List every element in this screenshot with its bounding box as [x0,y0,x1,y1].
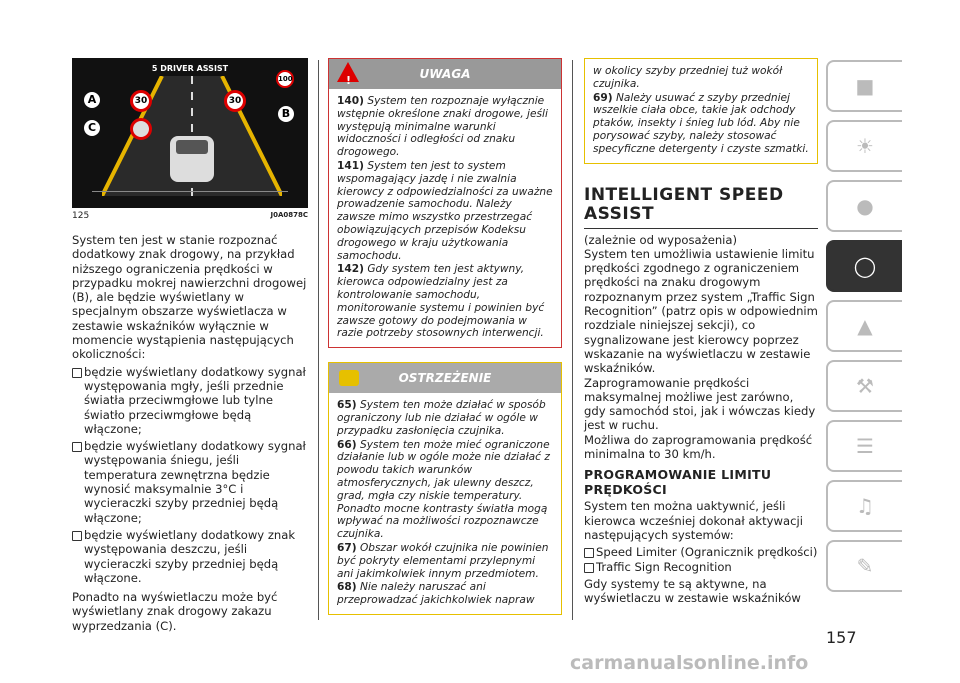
figure-caption [72,211,308,221]
bullet-item: Traffic Sign Recognition [584,560,818,574]
figure-header: 5 DRIVER ASSIST [151,64,229,73]
warning-item: 142) Gdy system ten jest aktywny, kierowca odpowiedzialny jest za kontrolowanie samochodu, monitorowanie systemu i powinien być zawsze gotowy do podejmowania w razie potrzeby stosownych interwencji. [337,263,545,340]
figure-number: 125 [72,211,90,221]
speed-sign-a: 30 [130,90,152,112]
bullet-item: będzie wyświetlany dodatkowy sygnał występowania mgły, jeśli przednie światła przeciwmgłowe lub tylne światło przeciwmgłowe będą włączone; [72,365,308,436]
caution-item: 66) System ten może mieć ograniczone działanie lub w ogóle może nie działać z powodu takich warunków atmosferycznych, jak ulewny deszcz, grad, mgła czy niskie temperatury. Ponadto mocne kontrasty światła mogą wpływać na możliwości rozpoznawcze czujnika. [337,438,550,541]
caution-item: 69) Należy usuwać z szyby przedniej wszelkie ciała obce, takie jak odchody ptaków, insekty i śnieg lub lód. Aby nie porysować szyby, należy stosować specyficzne detergenty i czyste szmatki. [593,91,809,155]
label-a: A [84,92,100,108]
chapter-tab-car[interactable] [826,60,902,112]
column-divider [318,60,319,620]
car-icon: ■ [855,74,875,98]
bullet-item: Speed Limiter (Ogranicznik prędkości) [584,545,818,559]
road-illustration [102,76,282,196]
label-c: C [84,120,100,136]
wrench-icon: ⚒ [856,374,874,398]
figure-code: J0A0878C [270,211,308,219]
steering-wheel-icon: ◯ [853,254,877,278]
chapter-tab-multimedia[interactable] [826,480,902,532]
column-3 [584,58,818,608]
col3-text [584,233,818,606]
index-icon: ✎ [856,554,874,578]
paragraph: Możliwa do zaprogramowania prędkość minimalna to 30 km/h. [584,432,813,462]
caution-item: 65) System ten może działać w sposób ograniczony lub nie działać w ogóle w przypadku zasłonięcia czujnika. [337,399,546,437]
speed-sign-b: 30 [224,90,246,112]
warning-item: 140) System ten rozpoznaje wyłącznie wstępnie określone znaki drogowe, jeśli występują minimalne warunki widoczności i odległości od znaku drogowego. [337,95,548,159]
paragraph: System ten można uaktywnić, jeśli kierowca wcześniej dokonał aktywacji następujących systemów: [584,499,803,542]
paragraph: Zaprogramowanie prędkości maksymalnej możliwe jest zarówno, gdy samochód stoi, jak i wówczas kiedy jest w ruchu. [584,375,816,433]
paragraph: (zależnie od wyposażenia) [584,232,738,247]
bullet-item: będzie wyświetlany dodatkowy sygnał występowania śniegu, jeśli temperatura zewnętrzna będzie wynosić maksymalnie 3°C i wycieraczki szyby przedniej będą włączone; [72,439,308,525]
chapter-sidebar [826,60,902,600]
caution-box-continued [584,58,818,164]
caution-body [329,393,561,614]
chapter-tab-lights[interactable] [826,120,902,172]
caution-item: 67) Obszar wokół czujnika nie powinien być pokryty elementami przylepnymi ani jakimkolwiek innym przedmiotem. [337,541,549,580]
subsection-heading: PROGRAMOWANIE LIMITU PRĘDKOŚCI [584,467,772,498]
caution-continued-text: w okolicy szyby przedniej tuż wokół czujnika. [593,65,783,90]
label-b: B [278,106,294,122]
driver-assist-figure [72,58,308,208]
chapter-tab-emergency[interactable] [826,300,902,352]
column-2 [328,58,562,629]
multimedia-icon: ♫ [856,494,874,518]
page-number: 157 [826,628,857,647]
caution-item: 68) Nie należy naruszać ani przeprowadzać jakichkolwiek napraw [337,581,535,607]
chapter-tab-safety[interactable] [826,180,902,232]
caution-body-continued [585,59,817,163]
col1-text [72,233,308,633]
bullet-item: będzie wyświetlany dodatkowy znak występowania deszczu, jeśli wycieraczki szyby przedniej będą włączone. [72,528,308,585]
emergency-icon: ▲ [857,314,873,338]
warning-item: 141) System ten jest to system wspomagający jazdę i nie zwalnia kierowcy z odpowiedzialności za uważne prowadzenie samochodu. Należy zawsze mimo wszystko przestrzegać obowiązujących przepisów Kodeksu drogowego w kraju użytkowania samochodu. [337,159,553,262]
warning-box [328,58,562,348]
warning-triangle-icon [337,62,359,82]
caution-header [329,363,561,393]
paragraph: System ten jest w stanie rozpoznać dodatkowy znak drogowy, na przykład niższego ograniczenia prędkości w przypadku mokrej nawierzchni drogowej (B), ale będzie wyświetlany w specjalnym obszarze wyświetlacza w zestawie wskaźników wyłącznie w momencie wystąpienia następujących okoliczności: [72,233,307,362]
car-caution-icon [339,370,359,386]
warning-title: UWAGA [419,67,471,81]
warning-header [329,59,561,89]
caution-title: OSTRZEŻENIE [398,371,492,386]
chapter-tab-maintenance[interactable] [826,360,902,412]
watermark: carmanualsonline.info [570,652,809,674]
specs-icon: ☰ [856,434,874,458]
column-1 [72,58,308,636]
section-heading: INTELLIGENT SPEED ASSIST [584,186,818,229]
lights-icon: ☀ [856,134,874,158]
paragraph: System ten umożliwia ustawienie limitu prędkości zgodnego z ograniczeniem prędkości na znaku drogowym rozpoznanym przez system „Traffic Sign Recognition” (patrz opis w odpowiednim rozdziale niniejszej sekcji), co sygnalizowane jest kierowcy poprzez wskazanie na wyświetlaczu w zestawie wskaźników. [584,246,818,376]
caution-box [328,362,562,615]
airbag-icon: ● [856,194,874,218]
warning-body [329,89,561,347]
no-overtaking-sign [130,118,152,140]
speed-sign-top: 100 [276,70,294,88]
paragraph: Ponadto na wyświetlaczu może być wyświetlany znak drogowy zakazu wyprzedzania (C). [72,590,278,633]
chapter-tab-driving[interactable] [826,240,902,292]
column-divider [572,60,573,620]
gauge-bar [92,191,288,200]
chapter-tab-index[interactable] [826,540,902,592]
chapter-tab-specs[interactable] [826,420,902,472]
paragraph: Gdy systemy te są aktywne, na wyświetlaczu w zestawie wskaźników [584,576,801,606]
